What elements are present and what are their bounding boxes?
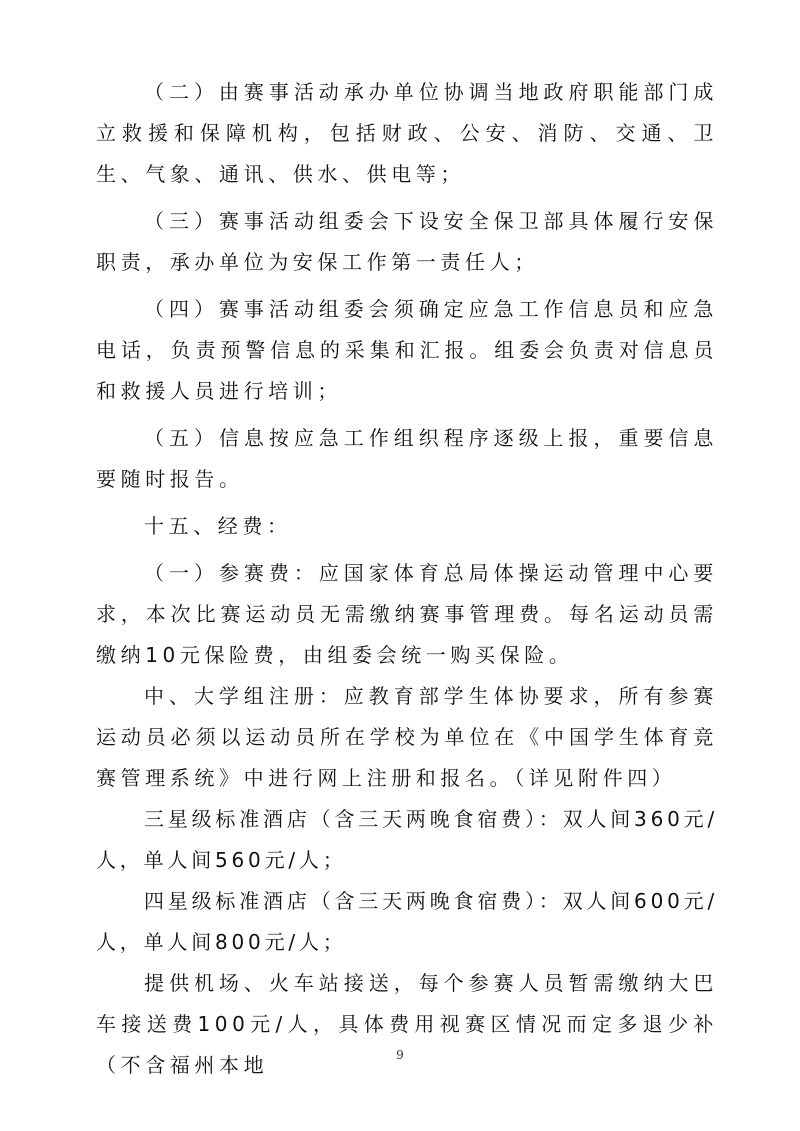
page-number: 9 <box>396 1048 404 1062</box>
paragraph-three-star-hotel: 三星级标准酒店（含三天两晚食宿费）：双人间360元/人，单人间560元/人； <box>96 807 718 872</box>
paragraph-registration: 中、大学组注册：应教育部学生体协要求，所有参赛运动员必须以运动员所在学校为单位在《中国学生体育竞赛管理系统》中进行网上注册和报名。（详见附件四） <box>96 684 718 790</box>
paragraph-four-star-hotel: 四星级标准酒店（含三天两晚食宿费）：双人间600元/人，单人间800元/人； <box>96 889 718 954</box>
paragraph-2: （二）由赛事活动承办单位协调当地政府职能部门成立救援和保障机构，包括财政、公安、消防、交通、卫生、气象、通讯、供水、供电等； <box>96 80 718 186</box>
paragraph-transport: 提供机场、火车站接送，每个参赛人员暂需缴纳大巴车接送费100元/人，具体费用视赛区情况而定多退少补（不含福州本地 <box>96 971 718 1077</box>
document-body <box>96 72 718 1086</box>
paragraph-entry-fee: （一）参赛费：应国家体育总局体操运动管理中心要求，本次比赛运动员无需缴纳赛事管理费。每名运动员需缴纳10元保险费，由组委会统一购买保险。 <box>96 561 718 667</box>
paragraph-5: （五）信息按应急工作组织程序逐级上报，重要信息要随时报告。 <box>96 426 718 491</box>
paragraph-4: （四）赛事活动组委会须确定应急工作信息员和应急电话，负责预警信息的采集和汇报。组委会负责对信息员和救援人员进行培训； <box>96 297 718 403</box>
paragraph-3: （三）赛事活动组委会下设安全保卫部具体履行安保职责，承办单位为安保工作第一责任人； <box>96 209 718 274</box>
section-heading-funding: 十五、经费： <box>144 514 292 538</box>
